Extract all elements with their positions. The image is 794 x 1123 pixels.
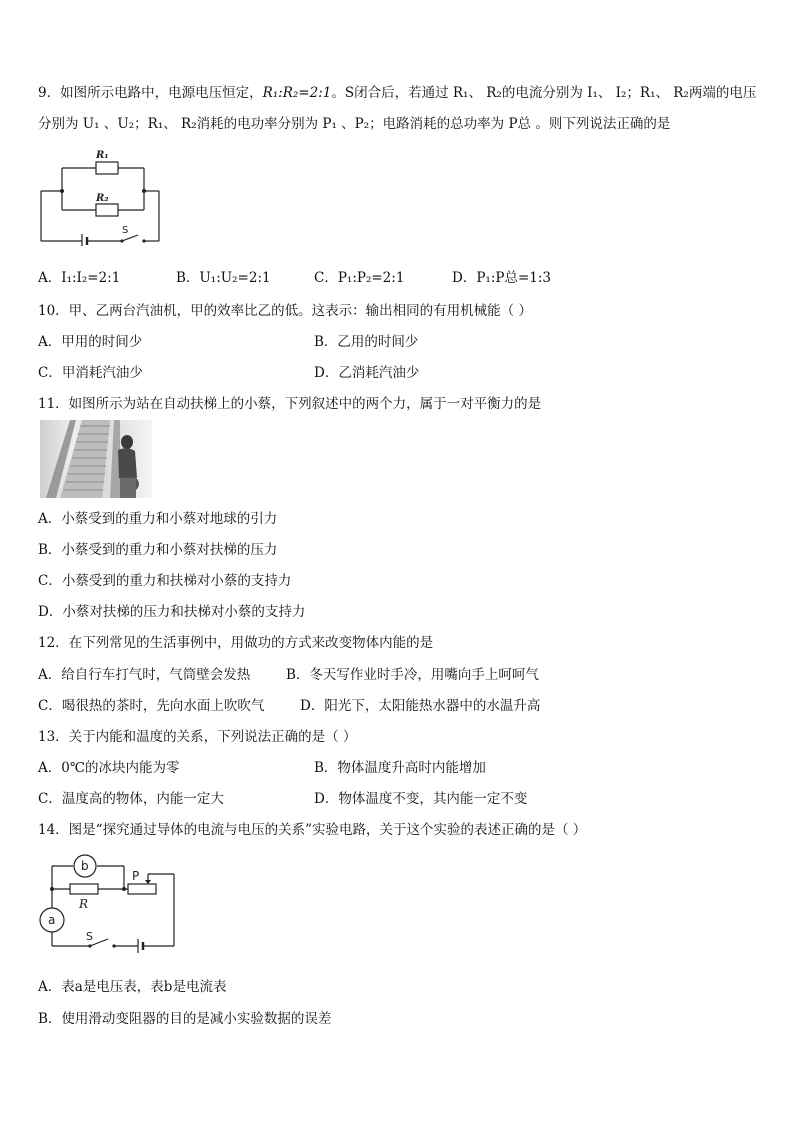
q14-stem: 14．图是“探究通过导体的电流与电压的关系”实验电路，关于这个实验的表述正确的是（ ） [38,822,587,838]
q13-option-c[interactable]: C．温度高的物体，内能一定大 [38,791,224,807]
q11-option-c[interactable]: C．小蔡受到的重力和扶梯对小蔡的支持力 [38,573,292,589]
q14-label-r: R [79,897,89,911]
q9-label-r1: R₁ [96,150,109,161]
q10-option-c[interactable]: C．甲消耗汽油少 [38,365,143,381]
escalator-photo [40,420,152,498]
q9-stem-text-b: 。S闭合后，若通过 R₁、 R₂的电流分别为 I₁、 I₂；R₁、 R₂两端的电压 [331,85,757,101]
q9-stem-line1 [38,84,756,102]
q14-resistor-r [70,884,98,894]
q11-stem: 11．如图所示为站在自动扶梯上的小蔡，下列叙述中的两个力，属于一对平衡力的是 [38,396,542,412]
q9-option-a[interactable]: A．I₁:I₂=2:1 [38,270,121,286]
q14-option-b[interactable]: B．使用滑动变阻器的目的是减小实验数据的误差 [38,1011,332,1027]
q14-label-a: a [48,913,56,927]
q13-option-a[interactable]: A．0℃的冰块内能为零 [38,760,180,776]
q9-option-d[interactable]: D．P₁:P总=1:3 [452,270,551,286]
q14-option-a[interactable]: A．表a是电压表，表b是电流表 [38,979,227,995]
q11-option-b[interactable]: B．小蔡受到的重力和小蔡对扶梯的压力 [38,542,278,558]
q11-option-d[interactable]: D．小蔡对扶梯的压力和扶梯对小蔡的支持力 [38,604,306,620]
q14-circuit-diagram [38,852,184,960]
q14-rheostat [128,884,156,894]
q14-label-p: P [132,869,140,883]
q14-label-b: b [81,859,89,873]
q13-option-b[interactable]: B．物体温度升高时内能增加 [314,760,486,776]
q9-circuit-diagram [38,146,164,246]
q14-label-s: S [86,930,93,943]
q13-option-d[interactable]: D．物体温度不变，其内能一定不变 [314,791,528,807]
escalator-illustration [40,420,152,498]
q12-option-c[interactable]: C．喝很热的茶时，先向水面上吹吹气 [38,698,265,714]
q10-option-b[interactable]: B．乙用的时间少 [314,334,419,350]
q9-option-b[interactable]: B．U₁:U₂=2:1 [176,270,271,286]
q13-stem: 13．关于内能和温度的关系，下列说法正确的是（ ） [38,729,357,745]
q9-stem-line2: 分别为 U₁ 、U₂；R₁、 R₂消耗的电功率分别为 P₁ 、P₂；电路消耗的总功率为 P总 。则下列说法正确的是 [38,116,671,132]
q9-stem-text-a: 9．如图所示电路中，电源电压恒定， [38,85,263,101]
q12-option-b[interactable]: B．冬天写作业时手冷，用嘴向手上呵呵气 [286,667,539,683]
q9-resistor-r1 [96,162,118,174]
q9-option-c[interactable]: C．P₁:P₂=2:1 [314,270,405,286]
q12-stem: 12．在下列常见的生活事例中，用做功的方式来改变物体内能的是 [38,635,434,651]
q11-option-a[interactable]: A．小蔡受到的重力和小蔡对地球的引力 [38,511,278,527]
q10-option-a[interactable]: A．甲用的时间少 [38,334,143,350]
q9-label-s: S [122,225,129,236]
q9-label-r2: R₂ [96,193,109,204]
q12-option-d[interactable]: D．阳光下，太阳能热水器中的水温升高 [300,698,541,714]
q9-ratio: R₁:R₂=2:1 [262,85,332,101]
q10-stem: 10．甲、乙两台汽油机，甲的效率比乙的低。这表示：输出相同的有用机械能（ ） [38,303,532,319]
q12-option-a[interactable]: A．给自行车打气时，气筒壁会发热 [38,667,251,683]
q10-option-d[interactable]: D．乙消耗汽油少 [314,365,420,381]
q9-resistor-r2 [96,204,118,216]
